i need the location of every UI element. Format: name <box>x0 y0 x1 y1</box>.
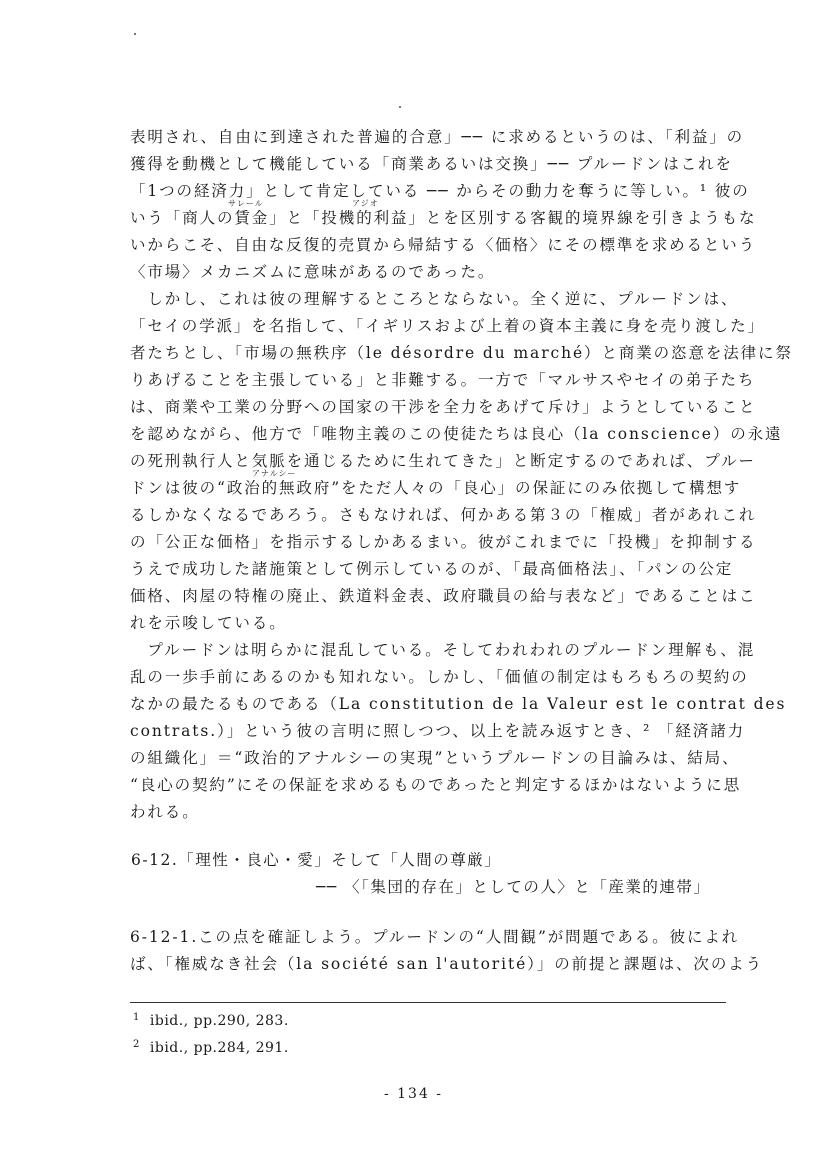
ruby-salaire: サレール <box>228 199 264 208</box>
body-line: われる。 <box>130 803 200 821</box>
body-line: ドンは彼の“政治的無政府”をただ人々の「良心」の保証にのみ依拠して構想す <box>130 479 742 497</box>
footnote <box>133 1012 289 1029</box>
body-line: 獲得を動機として機能している「商業あるいは交換」── プルードンはこれを <box>130 155 733 173</box>
ruby-agio: アジオ <box>352 199 379 208</box>
body-line: 乱の一歩手前にあるのかも知れない。しかし、「価値の制定はもろもろの契約の <box>130 668 749 686</box>
footnote-text: ibid., pp.284, 291. <box>149 1040 289 1056</box>
scan-speck <box>134 33 136 35</box>
body-line: りあげることを主張している」と非難する。一方で「マルサスやセイの弟子たち <box>130 371 756 389</box>
footnote-text: ibid., pp.290, 283. <box>149 1013 289 1029</box>
ruby-anarchie: アナルシー <box>252 469 297 478</box>
body-line: いう「商人の賃金」と「投機的利益」とを区別する客観的境界線を引きようもな <box>130 209 757 227</box>
body-line: の死刑執行人と気脈を通じるために生れてきた」と断定するのであれば、プルー <box>130 452 756 470</box>
page-number: - 134 - <box>383 1086 444 1102</box>
footnote-mark: 2 <box>133 1039 140 1050</box>
section-line: ば、「権威なき社会（la société san l'autorité）」の前提と課題は、次のよう <box>130 955 764 973</box>
footnote-rule <box>130 1002 726 1003</box>
body-line: れを示唆している。 <box>130 614 287 632</box>
body-line: 者たちとし、「市場の無秩序（le désordre du marché）と商業の恣意を法律に祭 <box>130 344 793 362</box>
body-line: の組織化」＝“政治的アナルシーの実現”というプルードンの目論みは、結局、 <box>130 749 740 767</box>
footnote-mark: 1 <box>133 1012 140 1023</box>
section-line: 6-12-1.この点を確証しよう。プルードンの“人間観”が問題である。彼によれ <box>130 928 740 946</box>
body-line: しかし、これは彼の理解するところとならない。全く逆に、プルードンは、 <box>130 290 739 308</box>
body-line: 表明され、自由に到達された普遍的合意」── に求めるというのは、「利益」の <box>130 128 745 146</box>
body-line: るしかなくなるであろう。さもなければ、何かある第３の「権威」者があれこれ <box>130 506 757 524</box>
section-subheading: ── 〈「集団的存在」としての人〉と「産業的連帯」 <box>316 878 711 896</box>
body-line: は、商業や工業の分野への国家の干渉を全力をあげて斥け」ようとしていること <box>130 398 757 416</box>
body-line: の「公正な価格」を指示するしかあるまい。彼がこれまでに「投機」を抑制する <box>130 533 757 551</box>
body-line: contrats.）」という彼の言明に照しつつ、以上を読み返すとき、² 「経済諸力 <box>130 722 746 740</box>
section-heading: 6-12.「理性・良心・愛」そして「人間の尊厳」 <box>131 851 502 869</box>
body-line: “良心の契約”にその保証を求めるものであったと判定するほかはないように思 <box>130 776 742 794</box>
body-line: いからこそ、自由な反復的売買から帰結する〈価格〉にその標準を求めるという <box>130 236 757 254</box>
body-line: を認めながら、他方で「唯物主義のこの使徒たちは良心（la conscience）の永遠 <box>130 425 783 443</box>
scan-speck <box>399 106 401 108</box>
body-line: なかの最たるものである（La constitution de la Valeur est le contrat des <box>130 695 787 713</box>
body-line: プルードンは明らかに混乱している。そしてわれわれのプルードン理解も、混 <box>130 641 756 659</box>
body-line: 「1つの経済力」として肯定している ── からその動力を奪うに等しい。¹ 彼の <box>130 182 750 200</box>
body-line: 「セイの学派」を名指して、「イギリスおよび上着の資本主義に身を売り渡した」 <box>130 317 765 335</box>
footnote <box>133 1039 289 1056</box>
body-line: 価格、肉屋の特権の廃止、鉄道料金表、政府職員の給与表など」であることはこ <box>130 587 757 605</box>
body-line: 〈市場〉メカニズムに意味があるのであった。 <box>130 263 496 281</box>
body-line: うえで成功した諸施策として例示しているのが、「最高価格法」、「パンの公定 <box>130 560 734 578</box>
